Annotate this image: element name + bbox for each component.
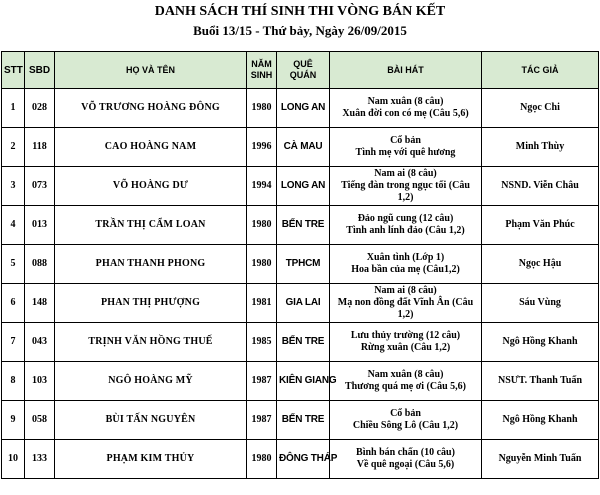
contestant-name: VÕ HOÀNG DƯ xyxy=(112,180,189,191)
song-title: Xuân đời con có mẹ (Câu 5,6) xyxy=(342,108,469,119)
song-cell xyxy=(330,401,482,440)
song-title: Mạ non đồng đất Vĩnh Ân (Câu 1,2) xyxy=(337,297,474,320)
sbd-cell: 118 xyxy=(25,128,55,167)
song-cell xyxy=(330,284,482,323)
birth-year-cell: 1987 xyxy=(247,362,277,401)
birth-year-cell: 1994 xyxy=(247,167,277,206)
song-cell xyxy=(330,440,482,479)
hometown-cell: BẾN TRE xyxy=(277,206,330,245)
sbd-cell: 073 xyxy=(25,167,55,206)
song-title: Thương quá mẹ ơi (Câu 5,6) xyxy=(345,381,466,392)
hometown-cell: CÀ MAU xyxy=(277,128,330,167)
header-author: TÁC GIẢ xyxy=(482,52,599,89)
contestant-name: TRẦN THỊ CẨM LOAN xyxy=(95,219,206,230)
song-title: Tình mẹ với quê hương xyxy=(355,147,456,158)
stt-cell: 7 xyxy=(2,323,25,362)
song-title: Tiếng đàn trong ngục tối (Câu 1,2) xyxy=(341,180,470,203)
song-melody: Cổ bản xyxy=(390,408,421,419)
song-melody: Nam xuân (8 câu) xyxy=(367,369,444,380)
name-cell xyxy=(55,206,247,245)
table-row xyxy=(2,401,599,440)
sbd-cell: 133 xyxy=(25,440,55,479)
song-cell xyxy=(330,323,482,362)
stt-cell: 9 xyxy=(2,401,25,440)
song-melody: Cổ bản xyxy=(390,135,421,146)
author-cell: Ngọc Hậu xyxy=(482,245,599,284)
name-cell xyxy=(55,362,247,401)
author-cell: Ngô Hồng Khanh xyxy=(482,323,599,362)
sbd-cell: 043 xyxy=(25,323,55,362)
hometown-cell: LONG AN xyxy=(277,89,330,128)
author-cell: Nguyễn Minh Tuấn xyxy=(482,440,599,479)
stt-cell: 2 xyxy=(2,128,25,167)
contestant-name: NGÔ HOÀNG MỸ xyxy=(108,375,193,386)
author-cell: Ngô Hồng Khanh xyxy=(482,401,599,440)
hometown-cell: LONG AN xyxy=(277,167,330,206)
author-cell: Ngọc Chi xyxy=(482,89,599,128)
song-cell xyxy=(330,362,482,401)
sbd-cell: 013 xyxy=(25,206,55,245)
song-title: Tình anh lính đảo (Câu 1,2) xyxy=(346,225,465,236)
song-melody: Bình bán chấn (10 câu) xyxy=(356,447,455,458)
song-cell xyxy=(330,206,482,245)
song-title: Hoa bần của mẹ (Câu1,2) xyxy=(351,264,460,275)
header-song: BÀI HÁT xyxy=(330,52,482,89)
contestant-name: PHẠM KIM THỦY xyxy=(106,453,195,464)
name-cell xyxy=(55,284,247,323)
birth-year-cell: 1980 xyxy=(247,89,277,128)
birth-year-cell: 1996 xyxy=(247,128,277,167)
name-cell xyxy=(55,89,247,128)
sbd-cell: 058 xyxy=(25,401,55,440)
document-subtitle: Buổi 13/15 - Thứ bảy, Ngày 26/09/2015 xyxy=(193,23,407,38)
contestant-name: BÙI TẤN NGUYÊN xyxy=(105,414,196,425)
song-cell xyxy=(330,167,482,206)
document-title: DANH SÁCH THÍ SINH THI VÒNG BÁN KẾT xyxy=(154,4,446,19)
stt-cell: 8 xyxy=(2,362,25,401)
stt-cell: 5 xyxy=(2,245,25,284)
stt-cell: 1 xyxy=(2,89,25,128)
song-title: Chiều Sông Lô (Câu 1,2) xyxy=(352,420,459,431)
birth-year-cell: 1980 xyxy=(247,245,277,284)
birth-year-cell: 1981 xyxy=(247,284,277,323)
hometown-cell: GIA LAI xyxy=(277,284,330,323)
author-cell: Sáu Vùng xyxy=(482,284,599,323)
contestant-name: VÕ TRƯƠNG HOÀNG ĐÔNG xyxy=(81,102,220,113)
stt-cell: 10 xyxy=(2,440,25,479)
table-row xyxy=(2,89,599,128)
song-cell xyxy=(330,128,482,167)
header-row xyxy=(2,52,599,89)
hometown-cell: ĐÔNG THÁP xyxy=(277,440,330,479)
contestant-name: TRỊNH VĂN HỒNG THUẾ xyxy=(88,336,213,347)
song-melody: Nam ai (8 câu) xyxy=(374,285,437,296)
table-row xyxy=(2,440,599,479)
birth-year-cell: 1985 xyxy=(247,323,277,362)
table-row xyxy=(2,362,599,401)
author-cell: NSƯT. Thanh Tuấn xyxy=(482,362,599,401)
stt-cell: 6 xyxy=(2,284,25,323)
sbd-cell: 088 xyxy=(25,245,55,284)
stt-cell: 4 xyxy=(2,206,25,245)
hometown-cell: TPHCM xyxy=(277,245,330,284)
table-row xyxy=(2,323,599,362)
author-cell: Phạm Văn Phúc xyxy=(482,206,599,245)
song-cell xyxy=(330,245,482,284)
name-cell xyxy=(55,245,247,284)
contestant-name: PHAN THỊ PHƯỢNG xyxy=(100,297,201,308)
author-cell: NSND. Viễn Châu xyxy=(482,167,599,206)
table-row xyxy=(2,206,599,245)
song-melody: Nam xuân (8 câu) xyxy=(367,96,444,107)
table-row xyxy=(2,128,599,167)
contestant-name: CAO HOÀNG NAM xyxy=(104,141,197,152)
header-birth-year: NĂM SINH xyxy=(247,52,277,89)
contestant-table xyxy=(1,51,599,479)
header-stt: STT xyxy=(2,52,25,89)
stt-cell: 3 xyxy=(2,167,25,206)
song-title: Rừng xuân (Câu 1,2) xyxy=(360,342,451,353)
sbd-cell: 028 xyxy=(25,89,55,128)
contestant-name: PHAN THANH PHONG xyxy=(95,258,206,269)
table-row xyxy=(2,167,599,206)
song-title: Về quê ngoại (Câu 5,6) xyxy=(356,459,455,470)
birth-year-cell: 1980 xyxy=(247,206,277,245)
name-cell xyxy=(55,401,247,440)
table-row xyxy=(2,284,599,323)
name-cell xyxy=(55,167,247,206)
header-hometown: QUÊ QUÁN xyxy=(277,52,330,89)
song-cell xyxy=(330,89,482,128)
sbd-cell: 103 xyxy=(25,362,55,401)
song-melody: Nam ai (8 câu) xyxy=(374,168,437,179)
song-melody: Xuân tình (Lớp 1) xyxy=(366,252,445,263)
hometown-cell: KIÊN GIANG xyxy=(277,362,330,401)
header-sbd: SBD xyxy=(25,52,55,89)
author-cell: Minh Thùy xyxy=(482,128,599,167)
sbd-cell: 148 xyxy=(25,284,55,323)
name-cell xyxy=(55,440,247,479)
name-cell xyxy=(55,323,247,362)
song-melody: Lưu thủy trường (12 câu) xyxy=(350,330,461,341)
song-melody: Đảo ngũ cung (12 câu) xyxy=(357,213,454,224)
name-cell xyxy=(55,128,247,167)
header-name: HỌ VÀ TÊN xyxy=(55,52,247,89)
birth-year-cell: 1987 xyxy=(247,401,277,440)
birth-year-cell: 1980 xyxy=(247,440,277,479)
table-row xyxy=(2,245,599,284)
hometown-cell: BẾN TRE xyxy=(277,401,330,440)
hometown-cell: BẾN TRE xyxy=(277,323,330,362)
